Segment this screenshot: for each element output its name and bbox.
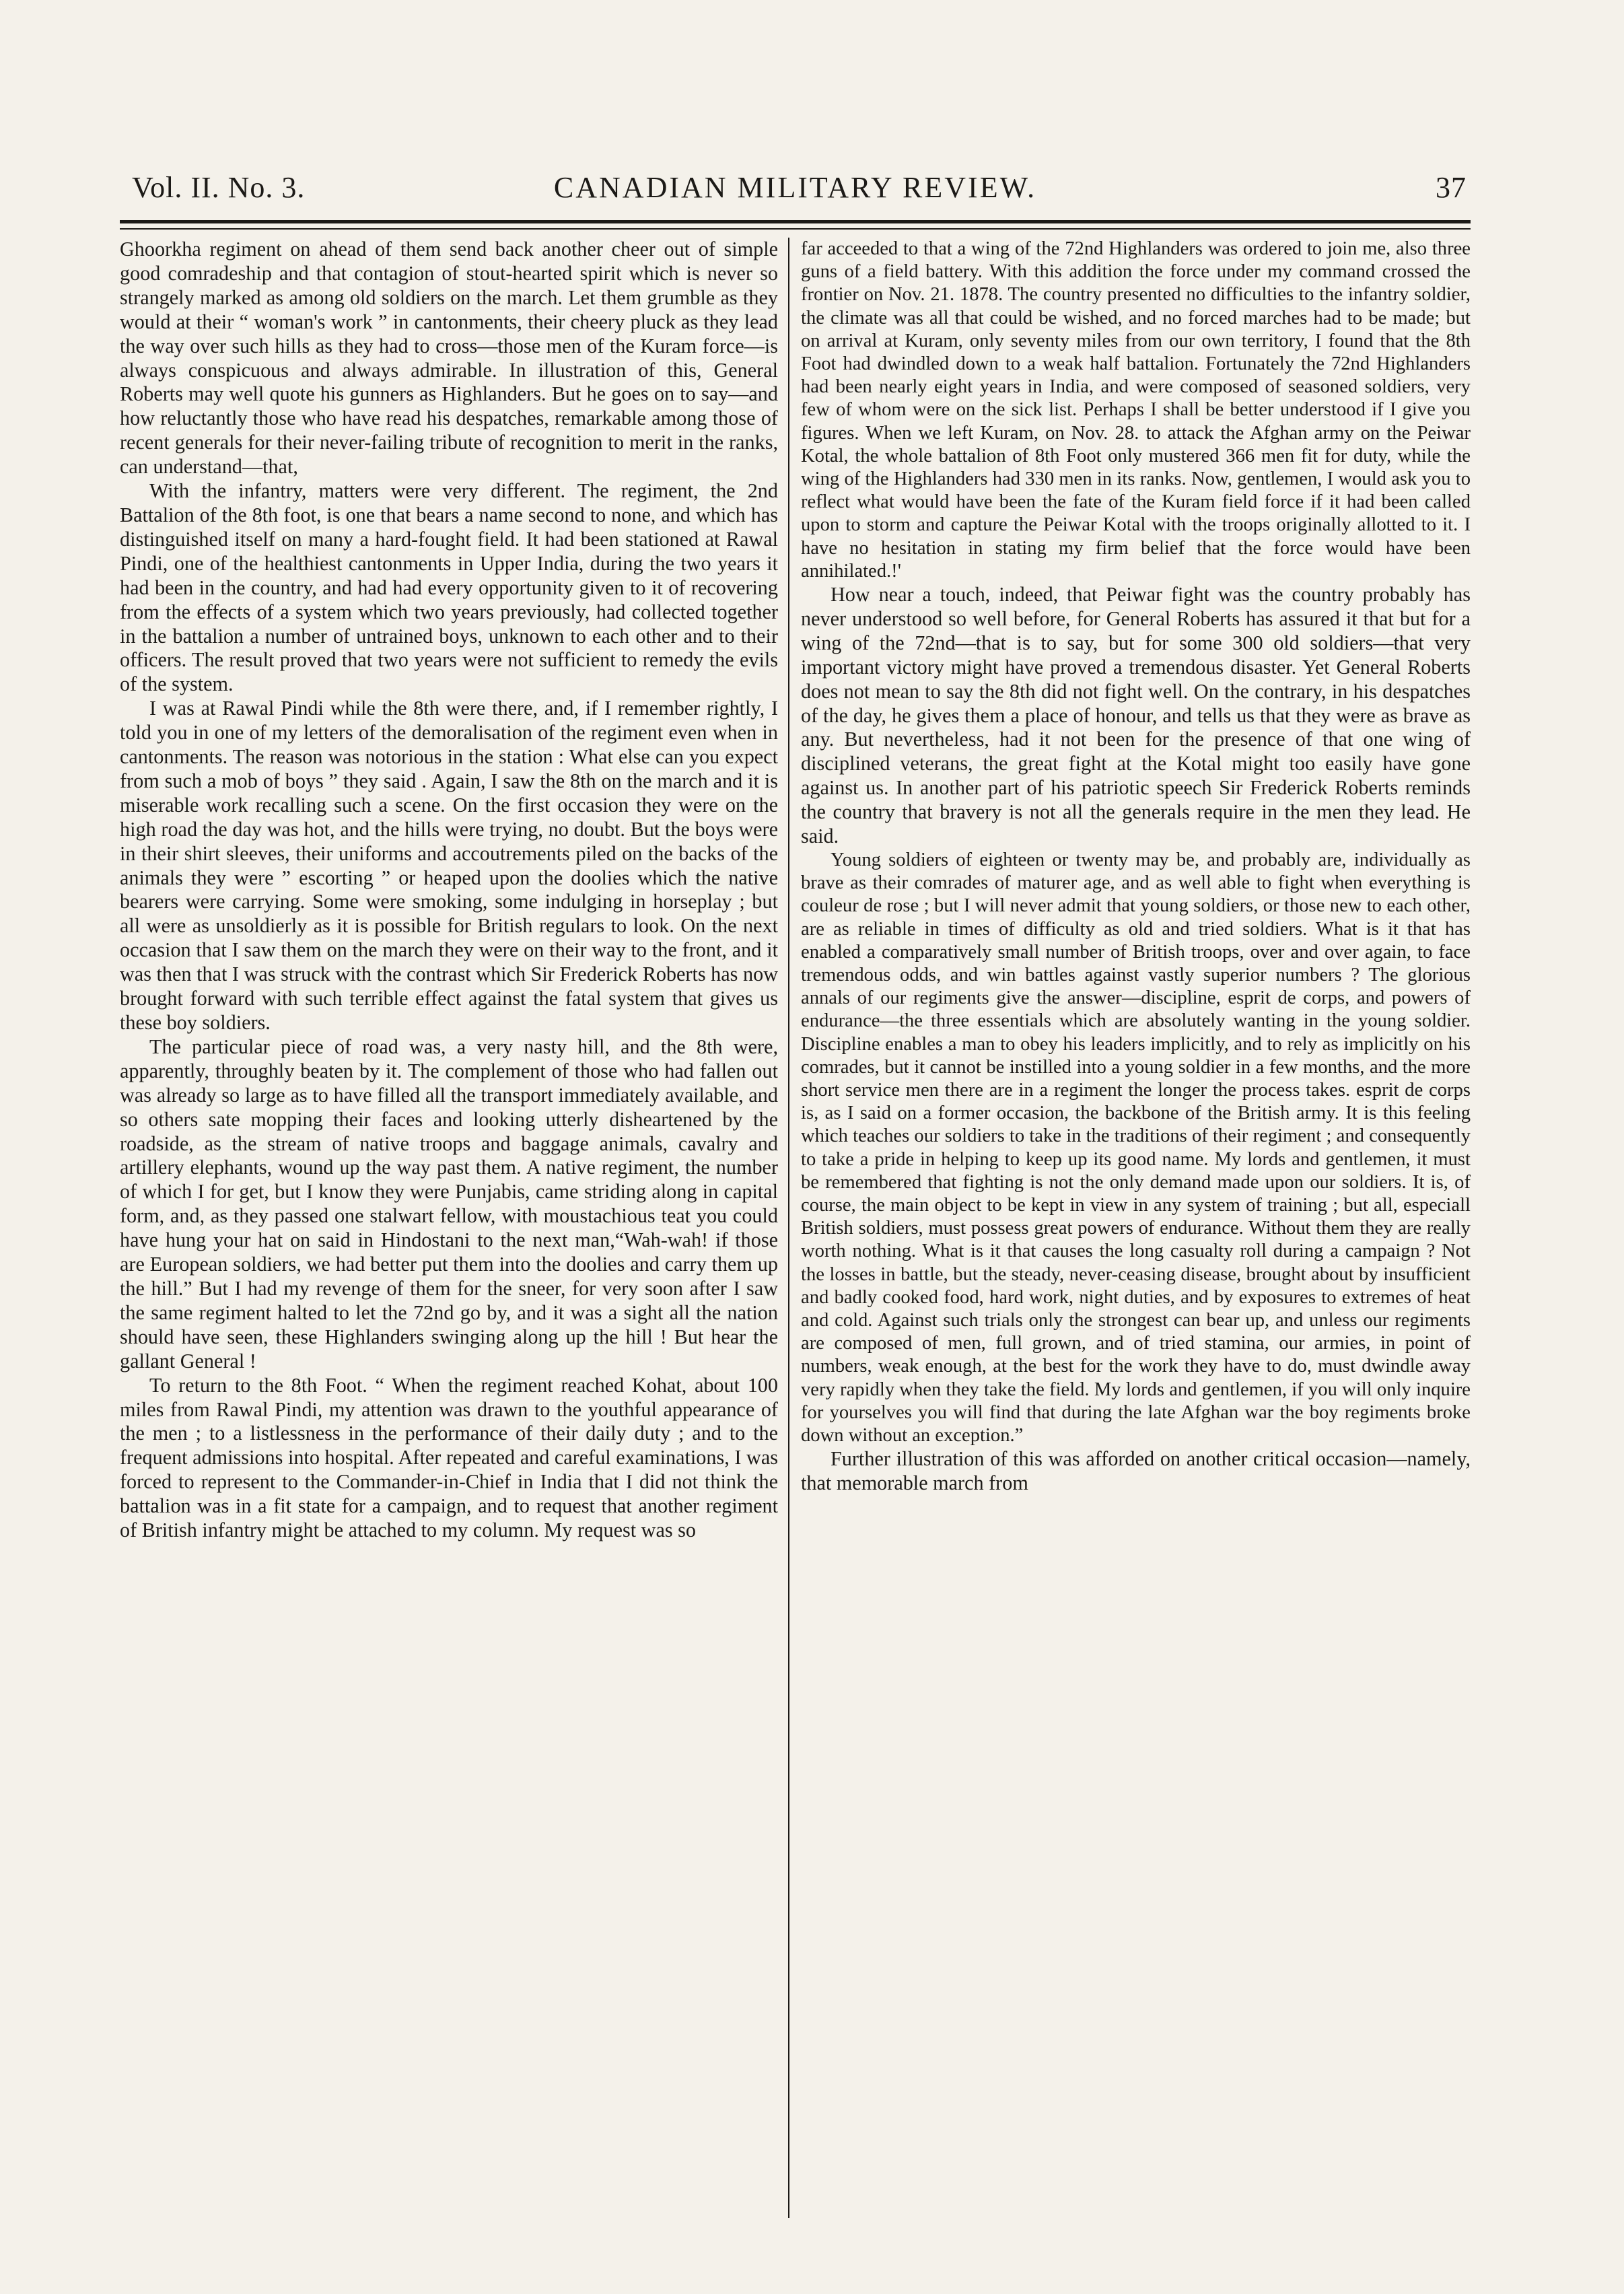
paragraph: Further illustration of this was afforded on another critical occasion—namely, that memorable march from bbox=[801, 1447, 1471, 1495]
paragraph: To return to the 8th Foot. “ When the regiment reached Kohat, about 100 miles from Rawal Pindi, my attention was drawn to the youthful appearance of the men ; to a listlessness in the performance of their daily duty ; and to the frequent admissions into hospital. After repeated and careful examinations, I was forced to represent to the Commander-in-Chief in India that I did not think the battalion was in a fit state for a campaign, and to request that another regiment of British infantry might be attached to my column. My request was so bbox=[120, 1373, 778, 1542]
paragraph: The particular piece of road was, a very nasty hill, and the 8th were, apparently, throughly beaten by it. The complement of those who had fallen out was already so large as to have filled all the transport immediately available, and so others sate mopping their faces and looking utterly disheartened by the roadside, as the stream of native troops and baggage animals, cavalry and artillery elephants, wound up the way past them. A native regiment, the number of which I for get, but I know they were Punjabis, came striding along in capital form, and, as they passed one stalwart fellow, with moustachious teat you could have hung your hat on said in Hindostani to the next man,“Wah-wah! if those are European soldiers, we had better put them into the doolies and carry them up the hill.” But I had my revenge of them for the sneer, for very soon after I saw the same regiment halted to let the 72nd go by, and it was a sight all the nation should have seen, these Highlanders swinging along up the hill ! But hear the gallant General ! bbox=[120, 1035, 778, 1372]
volume-number: Vol. II. No. 3. bbox=[132, 171, 306, 204]
column-divider bbox=[788, 238, 789, 2218]
paragraph: With the infantry, matters were very different. The regiment, the 2nd Battalion of the 8th foot, is one that bears a name second to none, and which has distinguished itself on many a hard-fought field. It had been stationed at Rawal Pindi, one of the healthiest cantonments in Upper India, during the two years it had been in the country, and had had every opportunity given to it of recovering from the effects of a system which two years previously, had collected together in the battalion a number of untrained boys, unknown to each other and to their officers. The result proved that two years were not sufficient to remedy the evils of the system. bbox=[120, 479, 778, 696]
page-number: 37 bbox=[1436, 171, 1467, 204]
paragraph: I was at Rawal Pindi while the 8th were there, and, if I remember rightly, I told you in one of my letters of the demoralisation of the regiment even when in cantonments. The reason was notorious in the station : What else can you expect from such a mob of boys ” they said . Again, I saw the 8th on the march and it is miserable work recalling such a scene. On the first occasion they were on the high road the day was hot, and the hills were trying, no doubt. But the boys were in their shirt sleeves, their uniforms and accoutrements piled on the backs of the animals they were ” escorting ” or heaped upon the doolies which the native bearers were carrying. Some were smoking, some indulging in horseplay ; but all were as unsoldierly as it is possible for British regulars to look. On the next occasion that I saw them on the march they were on their way to the front, and it was then that I was struck with the contrast which Sir Frederick Roberts has now brought forward with such terrible effect against the fatal system that gives us these boy soldiers. bbox=[120, 697, 778, 1034]
paragraph: Ghoorkha regiment on ahead of them send back another cheer out of simple good comradeship and that contagion of stout-hearted spirit which is never so strangely marked as among old soldiers on the march. Let them grumble as they would at their “ woman's work ” in cantonments, their cheery pluck as they lead the way over such hills as they had to cross—those men of the Kuram force—is always conspicuous and always admirable. In illustration of this, General Roberts may well quote his gunners as Highlanders. But he goes on to say—and how reluctantly those who have read his despatches, remarkable among those of recent generals for their never-failing tribute of recognition to merit in the ranks, can understand—that, bbox=[120, 238, 778, 479]
journal-page bbox=[120, 138, 1471, 2238]
right-column bbox=[801, 238, 1471, 2238]
article-body bbox=[120, 238, 1471, 2238]
quoted-paragraph: Young soldiers of eighteen or twenty may be, and probably are, individually as brave as their comrades of maturer age, and as well able to fight when everything is couleur de rose ; but I will never admit that young soldiers, or those new to each other, are as reliable in times of difficulty as old and tried soldiers. What is it that has enabled a comparatively small number of British troops, over and over again, to face tremendous odds, and win battles against vastly superior numbers ? The glorious annals of our regiments give the answer—discipline, esprit de corps, and powers of endurance—the three essentials which are absolutely wanting in the young soldier. Discipline enables a man to obey his leaders implicitly, and to rely as implicitly on his comrades, but it cannot be instilled into a young soldier in a few months, and the more short service men there are in a regiment the longer the process takes. esprit de corps is, as I said on a former occasion, the backbone of the British army. It is this feeling which teaches our soldiers to take in the traditions of their regiment ; and consequently to take a pride in helping to keep up its good name. My lords and gentlemen, it must be remembered that fighting is not the only demand made upon our soldiers. It is, of course, the main object to be kept in view in any system of training ; but all, especiall British soldiers, must possess great powers of endurance. Without them they are really worth nothing. What is it that causes the long casualty roll during a campaign ? Not the losses in battle, but the steady, never-ceasing disease, brought about by insufficient and badly cooked food, hard work, night duties, and by exposures to extremes of heat and cold. Against such trials only the strongest can bear up, and unless our regiments are composed of men, full grown, and of tried stamina, our armies, in point of numbers, weak enough, at the best for the work they have to do, must dwindle away very rapidly when they take the field. My lords and gentlemen, if you will only inquire for yourselves you will find that during the late Afghan war the boy regiments broke down without an exception.” bbox=[801, 849, 1471, 1447]
left-column bbox=[120, 238, 778, 2238]
journal-title: CANADIAN MILITARY REVIEW. bbox=[553, 171, 1037, 204]
header-rule-thick bbox=[120, 220, 1471, 223]
quoted-paragraph: far acceeded to that a wing of the 72nd Highlanders was ordered to join me, also three guns of a field battery. With this addition the force under my command crossed the frontier on Nov. 21. 1878. The country presented no difficulties to the infantry soldier, the climate was all that could be wished, and no forced marches had to be made; but on arrival at Kuram, only seventy miles from our own territory, I found that the 8th Foot had dwindled down to a weak half battalion. Fortunately the 72nd Highlanders had been nearly eight years in India, and were composed of seasoned soldiers, very few of whom were on the sick list. Perhaps I shall be better understood if I give you figures. When we left Kuram, on Nov. 28. to attack the Afghan army on the Peiwar Kotal, the whole battalion of 8th Foot only mustered 366 men fit for duty, while the wing of the Highlanders had 330 men in its ranks. Now, gentlemen, I would ask you to reflect what would have been the fate of the Kuram field force if it had been called upon to storm and capture the Peiwar Kotal with the troops originally allotted to it. I have no hesitation in stating my firm belief that the force would have been annihilated.!' bbox=[801, 238, 1471, 582]
running-header bbox=[120, 138, 1471, 212]
paragraph: How near a touch, indeed, that Peiwar fight was the country probably has never understood so well before, for General Roberts has assured it that but for a wing of the 72nd—that is to say, but for some 300 old soldiers—that very important victory might have proved a tremendous disaster. Yet General Roberts does not mean to say the 8th did not fight well. On the contrary, in his despatches of the day, he gives them a place of honour, and tells us that they were as brave as any. But nevertheless, had it not been for the presence of that one wing of disciplined veterans, the great fight at the Kotal might too easily have gone against us. In another part of his patriotic speech Sir Frederick Roberts reminds the country that bravery is not all the generals require in the men they lead. He said. bbox=[801, 583, 1471, 848]
header-rule-thin bbox=[120, 228, 1471, 230]
